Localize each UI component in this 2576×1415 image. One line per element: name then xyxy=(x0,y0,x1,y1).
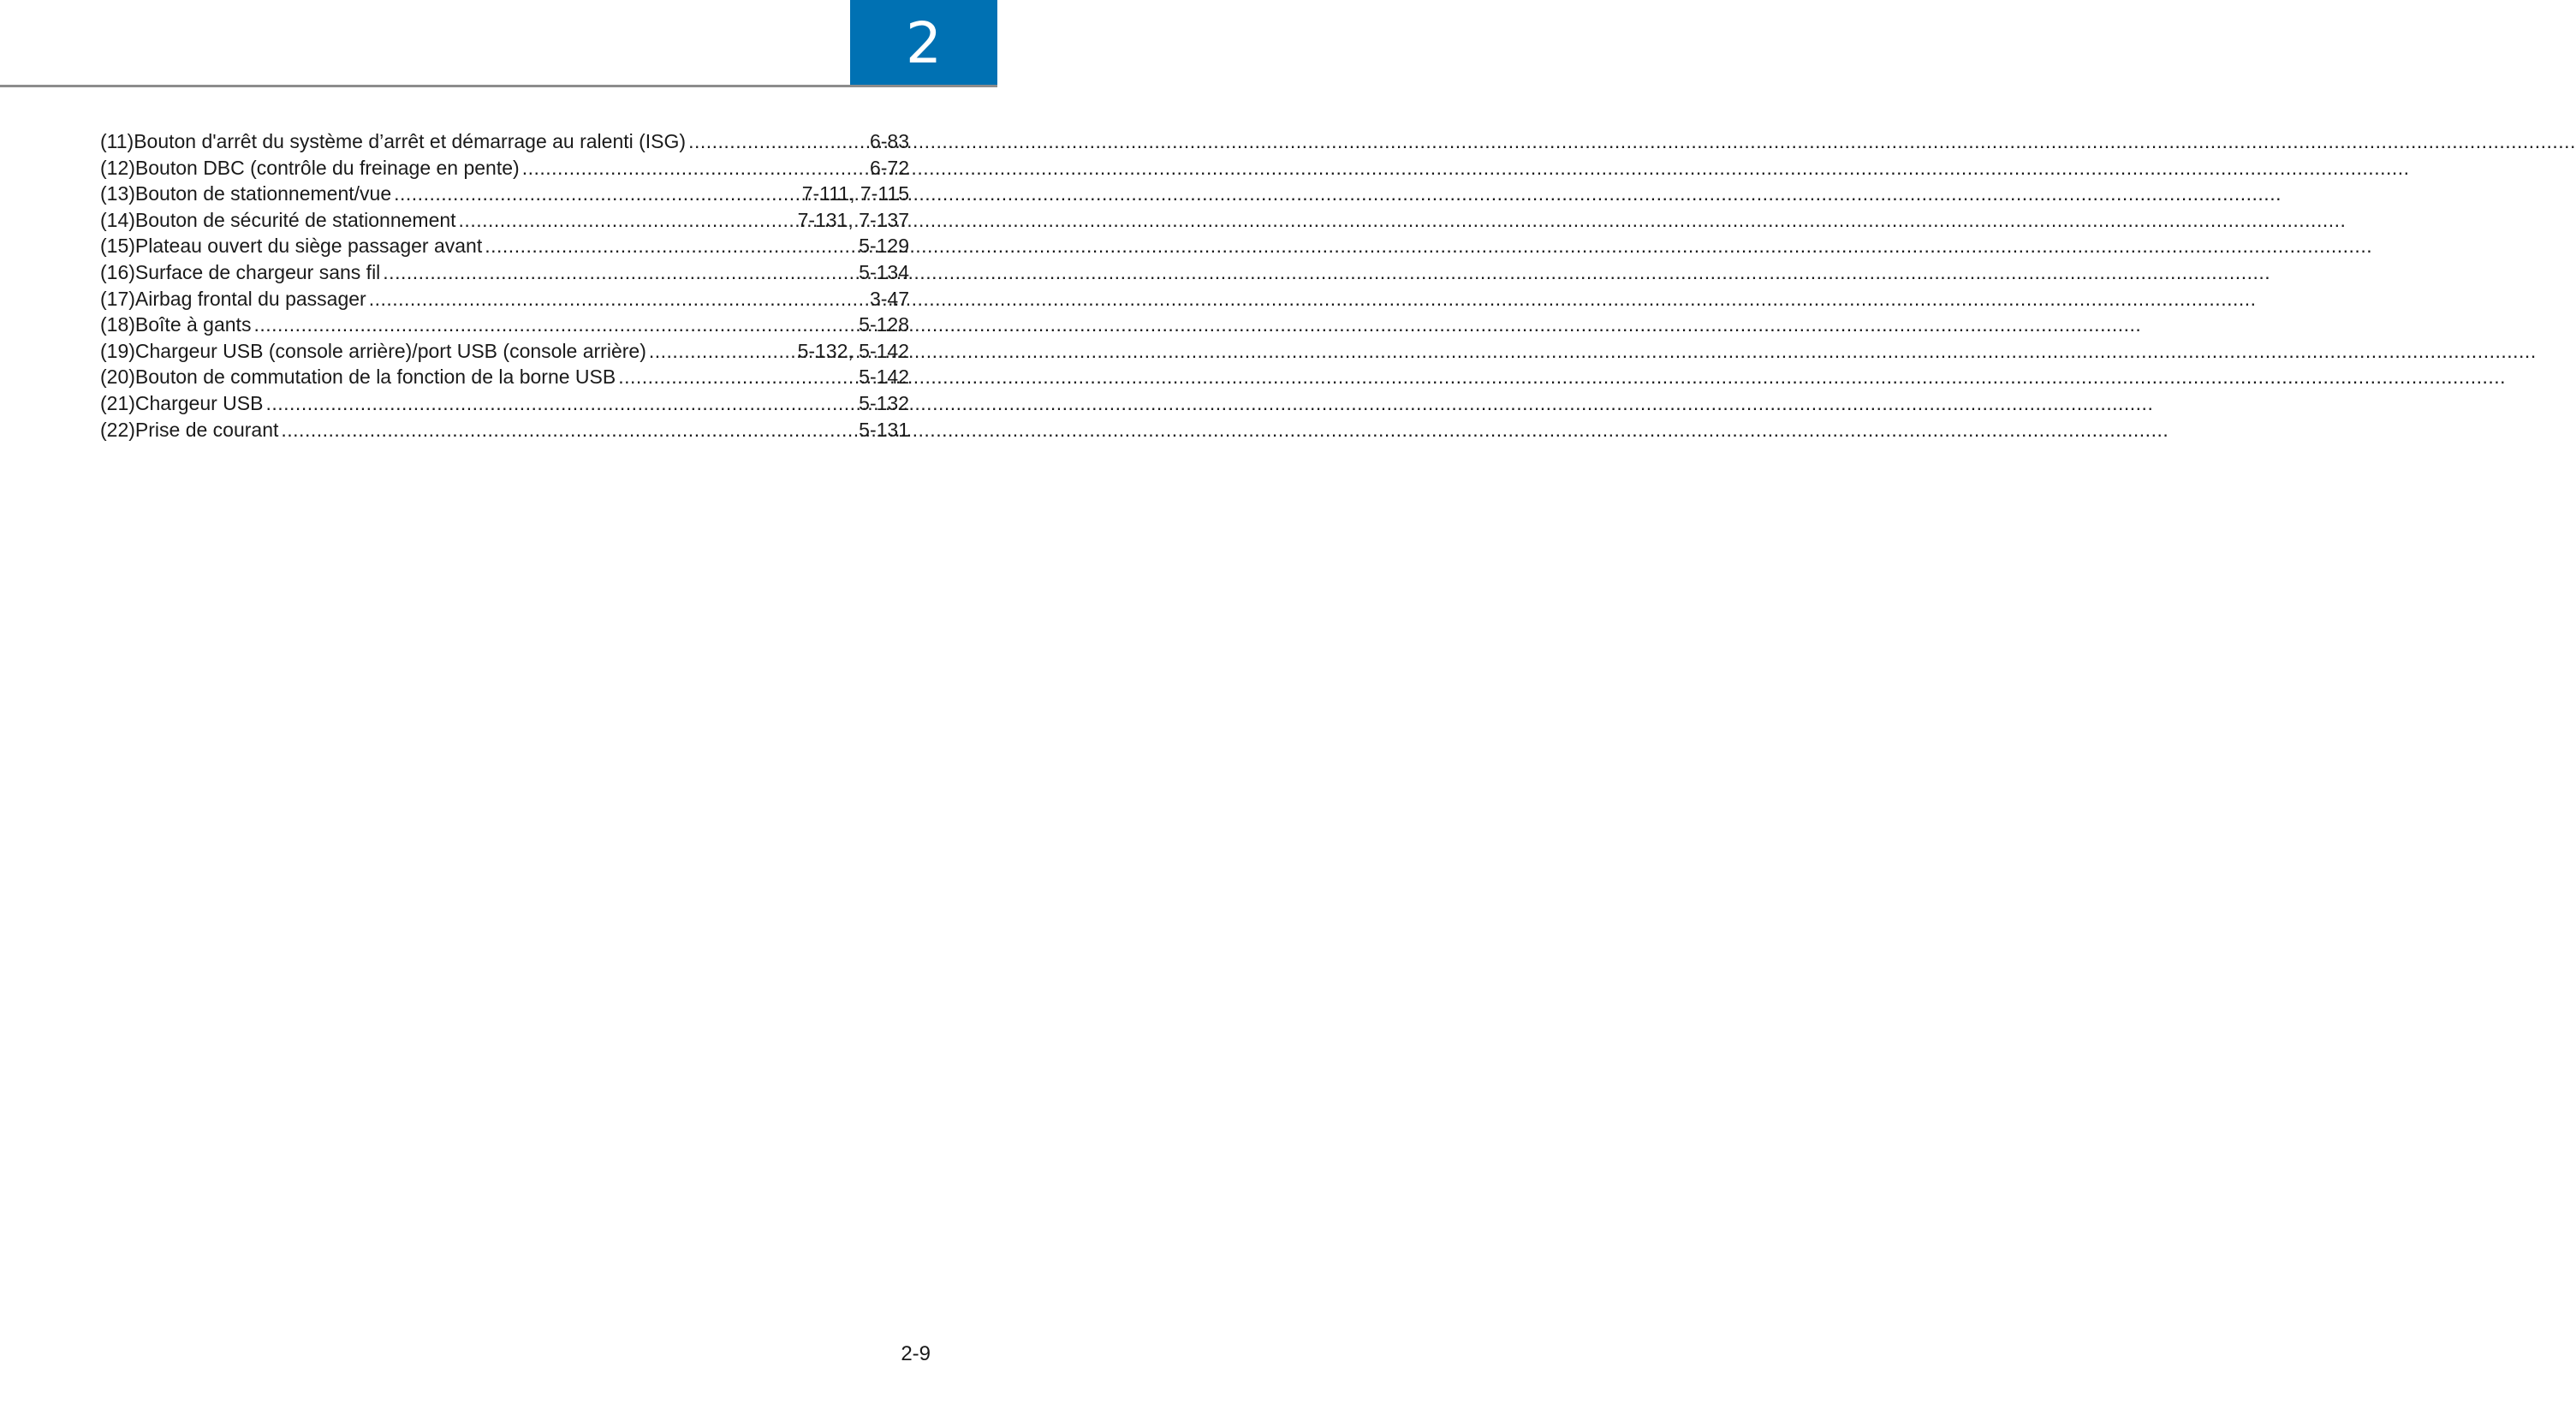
toc-item-page: 5-129 xyxy=(859,235,909,258)
toc-dot-leader xyxy=(618,364,856,390)
toc-item-title: Prise de courant xyxy=(134,418,279,441)
toc-dot-leader xyxy=(485,233,856,259)
toc-item-title: Bouton DBC (contrôle du freinage en pente) xyxy=(134,156,520,179)
toc-item-title: Boîte à gants xyxy=(134,313,252,336)
toc-dot-leader xyxy=(369,286,867,312)
toc-item-title: Chargeur USB (console arrière)/port USB (console arrière) xyxy=(134,339,646,362)
chapter-number: 2 xyxy=(906,9,942,76)
toc-list xyxy=(100,128,909,443)
toc-item-page: 5-131 xyxy=(859,418,909,441)
toc-item xyxy=(100,390,909,417)
toc-item-number: (19) xyxy=(100,339,135,362)
header-rule xyxy=(0,85,997,87)
toc-dot-leader xyxy=(265,390,856,417)
toc-dot-leader xyxy=(383,259,856,286)
toc-item-title: Bouton d'arrêt du système d’arrêt et démarrage au ralenti (ISG) xyxy=(134,130,687,152)
toc-item xyxy=(100,155,909,181)
toc-item xyxy=(100,286,909,312)
toc-dot-leader xyxy=(459,207,795,234)
page-number: 2-9 xyxy=(901,1342,931,1365)
toc-item-page: 6-83 xyxy=(869,130,909,152)
toc-item xyxy=(100,312,909,338)
toc-item-page: 5-134 xyxy=(859,260,909,283)
toc-item-number: (18) xyxy=(100,313,135,336)
toc-item-title: Bouton de commutation de la fonction de la borne USB xyxy=(134,366,616,389)
toc-item-number: (13) xyxy=(100,182,135,205)
toc-dot-leader xyxy=(649,338,795,365)
toc-item xyxy=(100,259,909,286)
toc-dot-leader xyxy=(394,181,800,207)
toc-item-title: Bouton de sécurité de stationnement xyxy=(134,208,456,231)
toc-item-page: 3-47 xyxy=(869,287,909,310)
toc-item-number: (22) xyxy=(100,418,135,441)
toc-item-title: Chargeur USB xyxy=(134,391,264,414)
toc-item xyxy=(100,233,909,259)
toc-item xyxy=(100,181,909,207)
toc-item xyxy=(100,417,909,443)
toc-dot-leader xyxy=(522,155,867,181)
chapter-tab xyxy=(850,0,997,86)
toc-item-title: Airbag frontal du passager xyxy=(134,287,366,310)
toc-item-number: (17) xyxy=(100,287,135,310)
toc-item-page: 7-111, 7-115 xyxy=(801,182,909,205)
toc-item-page: 5-128 xyxy=(859,313,909,336)
toc-dot-leader xyxy=(281,417,856,443)
toc-item xyxy=(100,128,909,155)
toc-item xyxy=(100,338,909,365)
toc-item-page: 5-132, 5-142 xyxy=(797,339,909,362)
toc-item-page: 6-72 xyxy=(869,156,909,179)
toc-item-number: (15) xyxy=(100,235,135,258)
toc-item-number: (20) xyxy=(100,366,135,389)
toc-item xyxy=(100,364,909,390)
toc-item-number: (16) xyxy=(100,260,135,283)
toc-item xyxy=(100,207,909,234)
toc-dot-leader xyxy=(688,128,867,155)
toc-item-page: 5-142 xyxy=(859,366,909,389)
toc-item-number: (14) xyxy=(100,208,135,231)
toc-dot-leader xyxy=(253,312,856,338)
toc-item-title: Bouton de stationnement/vue xyxy=(134,182,392,205)
toc-item-title: Surface de chargeur sans fil xyxy=(134,260,381,283)
toc-item-title: Plateau ouvert du siège passager avant xyxy=(134,235,483,258)
toc-item-page: 7-131, 7-137 xyxy=(797,208,909,231)
toc-item-number: (11) xyxy=(100,130,134,152)
toc-item-page: 5-132 xyxy=(859,391,909,414)
toc-item-number: (12) xyxy=(100,156,135,179)
toc-item-number: (21) xyxy=(100,391,135,414)
